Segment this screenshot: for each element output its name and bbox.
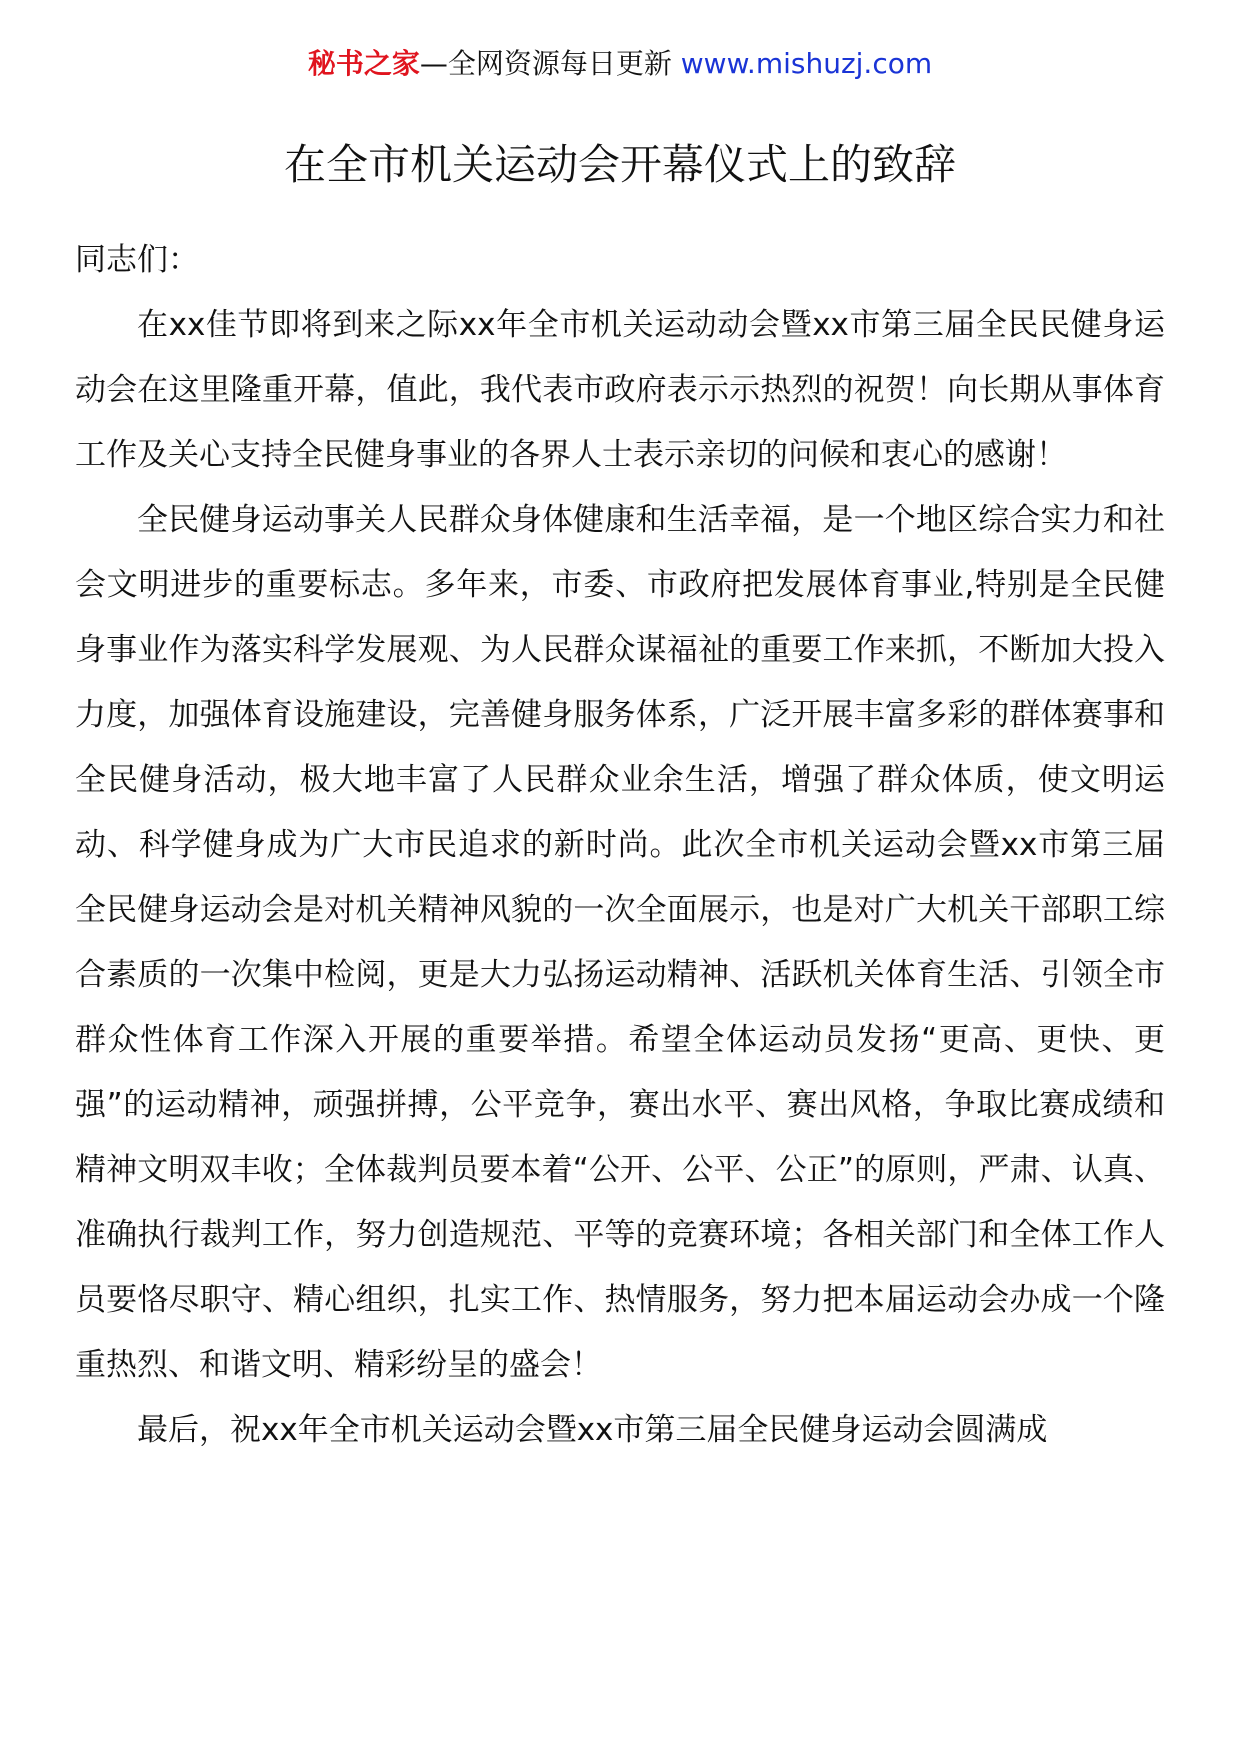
document-title: 在全市机关运动会开幕仪式上的致辞 xyxy=(283,140,956,189)
header-tagline: —全网资源每日更新 xyxy=(419,47,681,80)
site-header xyxy=(0,44,1240,84)
paragraph-2: 全民健身运动事关人民群众身体健康和生活幸福，是一个地区综合实力和社会文明进步的重要标志。多年来，市委、市政府把发展体育事业,特别是全民健身事业作为落实科学发展观、为人民群众谋福祉的重要工作来抓，不断加大投入力度，加强体育设施建设，完善健身服务体系，广泛开展丰富多彩的群体赛事和全民健身活动，极大地丰富了人民群众业余生活，增强了群众体质，使文明运动、科学健身成为广大市民追求的新时尚。此次全市机关运动会暨xx市第三届全民健身运动会是对机关精神风貌的一次全面展示，也是对广大机关干部职工综合素质的一次集中检阅，更是大力弘扬运动精神、活跃机关体育生活、引领全市群众性体育工作深入开展的重要举措。希望全体运动员发扬“更高、更快、更强”的运动精神，顽强拼搏，公平竞争，赛出水平、赛出风格，争取比赛成绩和精神文明双丰收；全体裁判员要本着“公开、公平、公正”的原则，严肃、认真、准确执行裁判工作，努力创造规范、平等的竞赛环境；各相关部门和全体工作人员要恪尽职守、精心组织，扎实工作、热情服务，努力把本届运动会办成一个隆重热烈、和谐文明、精彩纷呈的盛会！ xyxy=(75,502,1165,1383)
site-url-link[interactable]: www.mishuzj.com xyxy=(680,47,933,80)
salutation: 同志们： xyxy=(75,242,199,278)
paragraph-1: 在xx佳节即将到来之际xx年全市机关运动动会暨xx市第三届全民民健身运动会在这里隆重开幕，值此，我代表市政府表示示热烈的祝贺！向长期从事体育工作及关心支持全民健身事业的各界人士表示亲切的问候和衷心的感谢！ xyxy=(75,307,1165,473)
site-brand: 秘书之家 xyxy=(307,47,420,80)
paragraph-3: 最后，祝xx年全市机关运动会暨xx市第三届全民健身运动会圆满成 xyxy=(137,1412,1048,1448)
document-body xyxy=(75,228,1165,1463)
